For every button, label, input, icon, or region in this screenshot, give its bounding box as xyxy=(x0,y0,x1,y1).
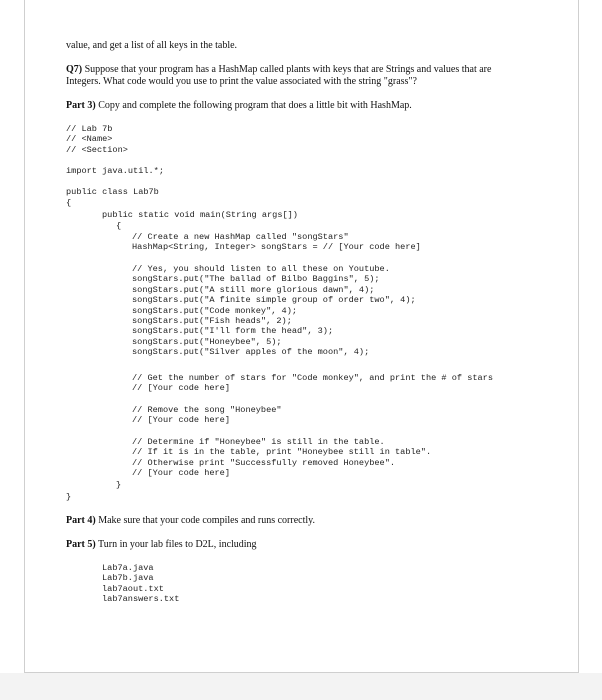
file-list xyxy=(102,563,179,605)
q7-line1 xyxy=(66,64,491,75)
code-line: // Get the number of stars for "Code monkey", and print the # of stars xyxy=(132,373,493,383)
code-open-brace: { xyxy=(66,198,72,208)
viewer-bottom-strip xyxy=(0,673,602,700)
code-line: songStars.put("Silver apples of the moon", 4); xyxy=(132,347,370,358)
code-block1 xyxy=(132,232,421,253)
code-line: songStars.put("A finite simple group of order two", 4); xyxy=(132,295,416,306)
code-line: HashMap<String, Integer> songStars = // [Your code here] xyxy=(132,242,421,253)
code-line: // [Your code here] xyxy=(132,415,230,426)
part3-label: Part 3) xyxy=(66,100,96,111)
part5-heading xyxy=(66,539,257,550)
part4-text: Make sure that your code compiles and runs correctly. xyxy=(98,515,315,526)
code-block2 xyxy=(132,264,416,358)
code-line: // Yes, you should listen to all these on Youtube. xyxy=(132,264,390,274)
code-import: import java.util.*; xyxy=(66,166,164,176)
code-block4 xyxy=(132,405,282,426)
code-line: // <Name> xyxy=(66,134,113,145)
code-header xyxy=(66,124,128,155)
code-main-decl: public static void main(String args[]) xyxy=(102,210,298,220)
code-line: songStars.put("Honeybee", 5); xyxy=(132,336,282,347)
q7-line2: Integers. What code would you use to print the value associated with the string "grass"? xyxy=(66,76,417,87)
part4-label: Part 4) xyxy=(66,515,96,526)
code-line: // [Your code here] xyxy=(132,383,230,394)
code-line: // [Your code here] xyxy=(132,468,230,479)
code-line: // Lab 7b xyxy=(66,124,113,134)
code-line: // Create a new HashMap called "songStars" xyxy=(132,232,349,242)
code-line: // Determine if "Honeybee" is still in the table. xyxy=(132,437,385,447)
file-item: lab7answers.txt xyxy=(102,594,180,605)
code-line: // If it is in the table, print "Honeybee still in table". xyxy=(132,447,432,458)
code-block5 xyxy=(132,437,431,479)
code-line: songStars.put("A still more glorious dawn", 4); xyxy=(132,284,375,295)
code-line: songStars.put("Code monkey", 4); xyxy=(132,305,298,316)
code-line: songStars.put("Fish heads", 2); xyxy=(132,316,292,327)
part5-label: Part 5) xyxy=(66,539,96,550)
code-line: songStars.put("The ballad of Bilbo Baggins", 5); xyxy=(132,274,380,285)
code-class-close: } xyxy=(66,492,72,502)
code-line: // <Section> xyxy=(66,144,128,155)
part5-text: Turn in your lab files to D2L, including xyxy=(98,539,257,550)
part3-text: Copy and complete the following program that does a little bit with HashMap. xyxy=(98,100,412,111)
intro-line: value, and get a list of all keys in the table. xyxy=(66,40,238,51)
code-line: songStars.put("I'll form the head", 3); xyxy=(132,326,334,337)
code-block3 xyxy=(132,373,493,394)
part4-heading xyxy=(66,515,315,526)
code-class-decl: public class Lab7b xyxy=(66,187,159,197)
file-item: Lab7a.java xyxy=(102,563,154,573)
q7-text1: Suppose that your program has a HashMap called plants with keys that are Strings and values that are xyxy=(84,64,492,75)
code-line: // Otherwise print "Successfully removed Honeybee". xyxy=(132,457,396,468)
file-item: lab7aout.txt xyxy=(102,583,164,594)
q7-label: Q7) xyxy=(66,64,83,75)
code-main-close: } xyxy=(116,480,122,490)
file-item: Lab7b.java xyxy=(102,573,154,584)
part3-heading xyxy=(66,100,412,111)
code-line: // Remove the song "Honeybee" xyxy=(132,405,282,415)
code-main-open: { xyxy=(116,221,122,231)
